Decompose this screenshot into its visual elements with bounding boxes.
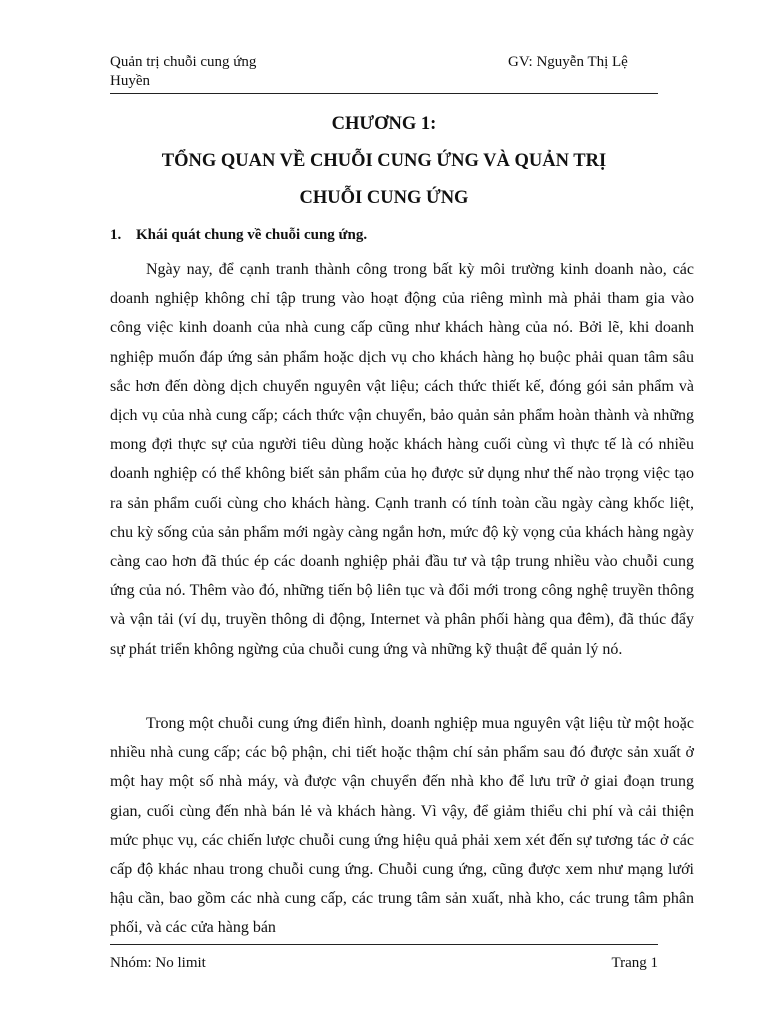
paragraph-1 [110, 255, 694, 664]
section-number: 1. [110, 227, 122, 243]
header-instructor: GV: Nguyễn Thị Lệ [508, 54, 628, 70]
paragraph-text: Ngày nay, để cạnh tranh thành công trong bất kỳ môi trường kinh doanh nào, các doanh nghiệp không chỉ tập trung vào hoạt động của riêng mình mà phải tham gia vào công việc kinh doanh của nhà cung cấp cũng như khách hàng của nó. Bởi lẽ, khi doanh nghiệp muốn đáp ứng sản phẩm hoặc dịch vụ cho khách hàng họ buộc phải quan tâm sâu sắc hơn đến dòng dịch chuyển nguyên vật liệu; cách thức thiết kế, đóng gói sản phẩm và dịch vụ của nhà cung cấp; cách thức vận chuyển, bảo quản sản phẩm hoàn thành và những mong đợi thực sự của người tiêu dùng hoặc khách hàng cuối cùng vì thực tế là có nhiều doanh nghiệp có thể không biết sản phẩm của họ được sử dụng như thế nào trọng việc tạo ra sản phẩm cuối cùng cho khách hàng. Cạnh tranh có tính toàn cầu ngày càng khốc liệt, chu kỳ sống của sản phẩm mới ngày càng ngắn hơn, mức độ kỳ vọng của khách hàng ngày càng cao hơn đã thúc ép các doanh nghiệp phải đầu tư và tập trung nhiều vào chuỗi cung ứng của nó. Thêm vào đó, những tiến bộ liên tục và đổi mới trong công nghệ truyền thông và vận tải (ví dụ, truyền thông di động, Internet và phân phối hàng qua đêm), đã thúc đẩy sự phát triển không ngừng của chuỗi cung ứng và những kỹ thuật để quản lý nó. [110, 261, 694, 658]
section-heading [110, 227, 367, 244]
paragraph-2 [110, 709, 694, 943]
paragraph-text: Trong một chuỗi cung ứng điển hình, doanh nghiệp mua nguyên vật liệu từ một hoặc nhiều nhà cung cấp; các bộ phận, chi tiết hoặc thậm chí sản phẩm sau đó được sản xuất ở một hay một số nhà máy, và được vận chuyển đến nhà kho để lưu trữ ở giai đoạn trung gian, cuối cùng đến nhà bán lẻ và khách hàng. Vì vậy, để giảm thiểu chi phí và cải thiện mức phục vụ, các chiến lược chuỗi cung ứng hiệu quả phải xem xét đến sự tương tác ở các cấp độ khác nhau trong chuỗi cung ứng. Chuỗi cung ứng, cũng được xem như mạng lưới hậu cần, bao gồm các nhà cung cấp, các trung tâm sản xuất, nhà kho, các trung tâm phân phối, và các cửa hàng bán [110, 715, 694, 937]
header-course: Quản trị chuỗi cung ứng [110, 54, 257, 70]
footer-page-number: Trang 1 [611, 955, 658, 971]
header-divider [110, 93, 658, 94]
chapter-label: CHƯƠNG 1: [331, 114, 437, 134]
footer-group: Nhóm: No limit [110, 955, 206, 971]
chapter-title-line-2: CHUỖI CUNG ỨNG [299, 188, 469, 208]
section-title: Khái quát chung về chuỗi cung ứng. [136, 227, 368, 243]
chapter-title-line-1: TỔNG QUAN VỀ CHUỖI CUNG ỨNG VÀ QUẢN TRỊ [161, 151, 607, 171]
footer-divider [110, 944, 658, 945]
header-instructor-wrap: Huyền [110, 73, 150, 89]
